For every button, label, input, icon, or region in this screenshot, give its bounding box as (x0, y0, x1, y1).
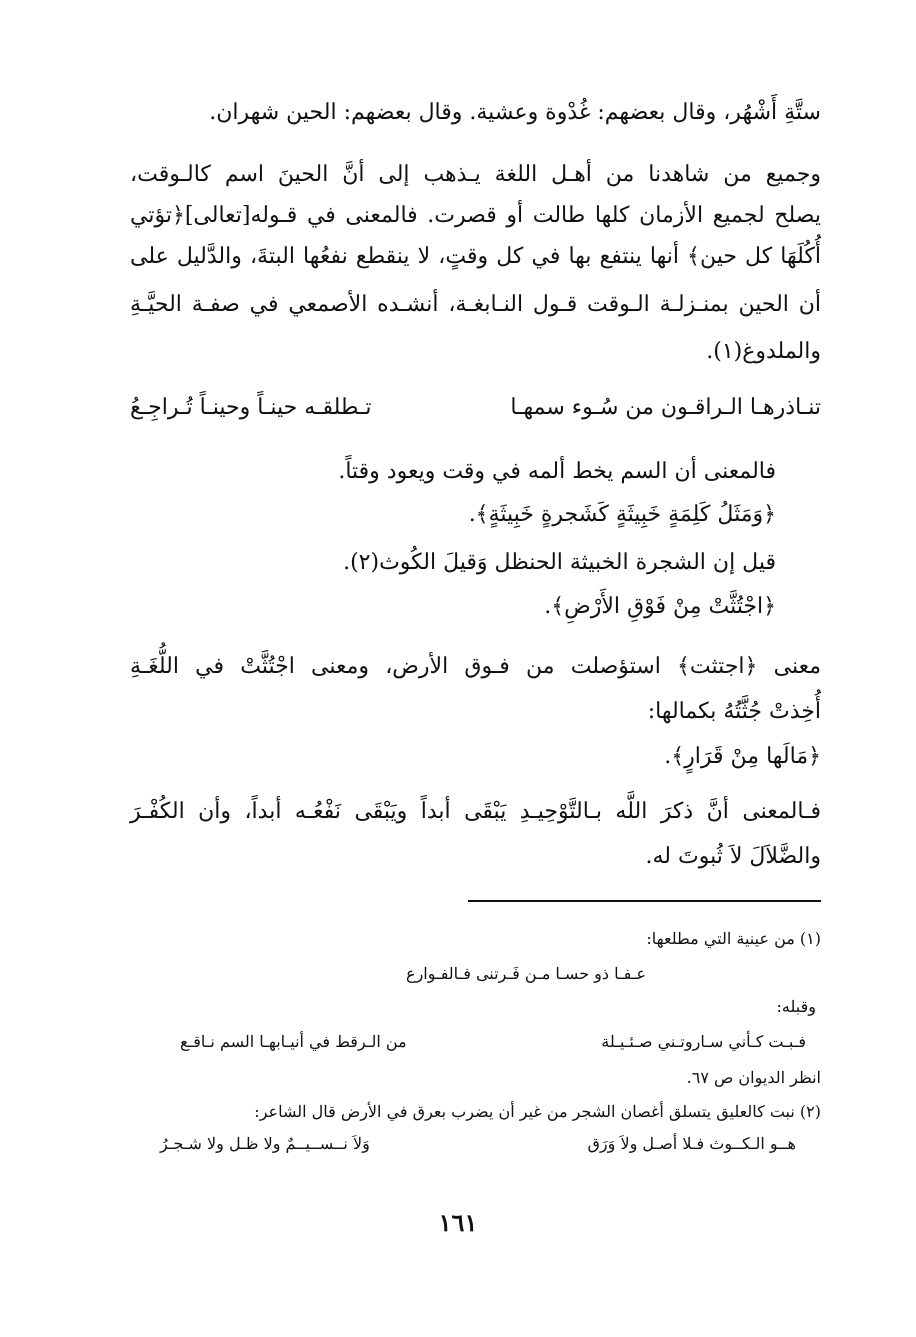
text-line: قيل إن الشجرة الخبيثة الحنظل وَقيلَ الكُوث(٢). (343, 550, 776, 575)
footnote-1-intro: (١) من عينية التي مطلعها: (646, 929, 821, 948)
page-number: ١٦١ (438, 1208, 478, 1237)
verse-second-hemistich: وَلاَ نــســيــمٌ ولا ظـل ولا شـجـرُ (160, 1134, 370, 1153)
text-line: أُكُلَهَا كل حين﴾ أنها ينتفع بها في كل وقتٍ، لا ينقطع نفعُها البتةَ، والدَّليل على (130, 244, 821, 269)
text-line: ستَّةِ أَشْهُر، وقال بعضهم: غُدْوة وعشية. وقال بعضهم: الحين شهران. (209, 100, 821, 125)
footnote-1-verse (180, 1030, 806, 1054)
footnote-2-verse (160, 1132, 796, 1156)
text-line: أُخِذتْ جُثَّتُهُ بكمالها: (647, 699, 821, 724)
quran-verse: ﴿اجْتُثَّتْ مِنْ فَوْقِ الأَرْضِ﴾. (544, 594, 776, 619)
footnote-separator (468, 900, 821, 902)
footnote-2-intro: (٢) نبت كالعليق يتسلق أغصان الشجر من غير أن يضرب بعرق في الأرض قال الشاعر: (254, 1102, 821, 1121)
poem-verse (130, 392, 821, 424)
text-line: فـالمعنى أنَّ ذكرَ اللَّه بـالتَّوْحِيـدِ يَبْقَى أبداً ويَبْقَى نَفْعُـه أبداً، وأن الكُفْـرَ (130, 799, 821, 824)
footnote-1-opening-verse: عـفـا ذو حسـا مـن فَـرتنى فـالفـوارع (406, 964, 646, 983)
verse-second-hemistich: من الـرقط في أنيـابهـا السم نـاقـع (180, 1032, 407, 1051)
verse-first-hemistich: هــو الـكــوث فـلا أصـل ولاَ وَرَق (587, 1134, 796, 1153)
quran-verse: ﴿مَالَها مِنْ قَرَارٍ﴾. (664, 744, 821, 769)
quran-verse: ﴿وَمَثَلُ كَلِمَةٍ خَبِيثَةٍ كَشَجرةٍ خَبِيثَةٍ﴾. (468, 502, 776, 527)
verse-second-hemistich: تـطلقـه حينـاً وحينـاً تُـراجِـعُ (130, 395, 372, 420)
verse-first-hemistich: فـبـت كـأني سـاروتـني صـئـيـلة (601, 1032, 806, 1051)
footnote-1-reference: انظر الديوان ص ٦٧. (686, 1068, 821, 1087)
verse-first-hemistich: تنـاذرهـا الـراقـون من سُـوء سمهـا (510, 395, 821, 420)
footnote-1-before: وقبله: (776, 997, 816, 1016)
text-line: والملدوغ(١). (706, 339, 821, 364)
text-line: والضَّلاَلَ لاَ ثُبوتَ له. (645, 844, 821, 869)
text-line: يصلح لجميع الأزمان كلها طالت أو قصرت. فالمعنى في قـوله[تعالى]﴿تؤتي (130, 203, 821, 228)
text-line: أن الحين بمنـزلـة الـوقت قـول النـابغـة، أنشـده الأصمعي في صفـة الحيَّـةِ (130, 292, 821, 317)
text-line: معنى ﴿اجتثت﴾ استؤصلت من فـوق الأرض، ومعنى اجْتُثَّتْ في اللُّغَـةِ (130, 654, 821, 679)
text-line: وجميع من شاهدنا من أهـل اللغة يـذهب إلى أنَّ الحينَ اسم كالـوقت، (130, 162, 821, 187)
text-line: فالمعنى أن السم يخط ألمه في وقت ويعود وقتاً. (338, 459, 776, 484)
